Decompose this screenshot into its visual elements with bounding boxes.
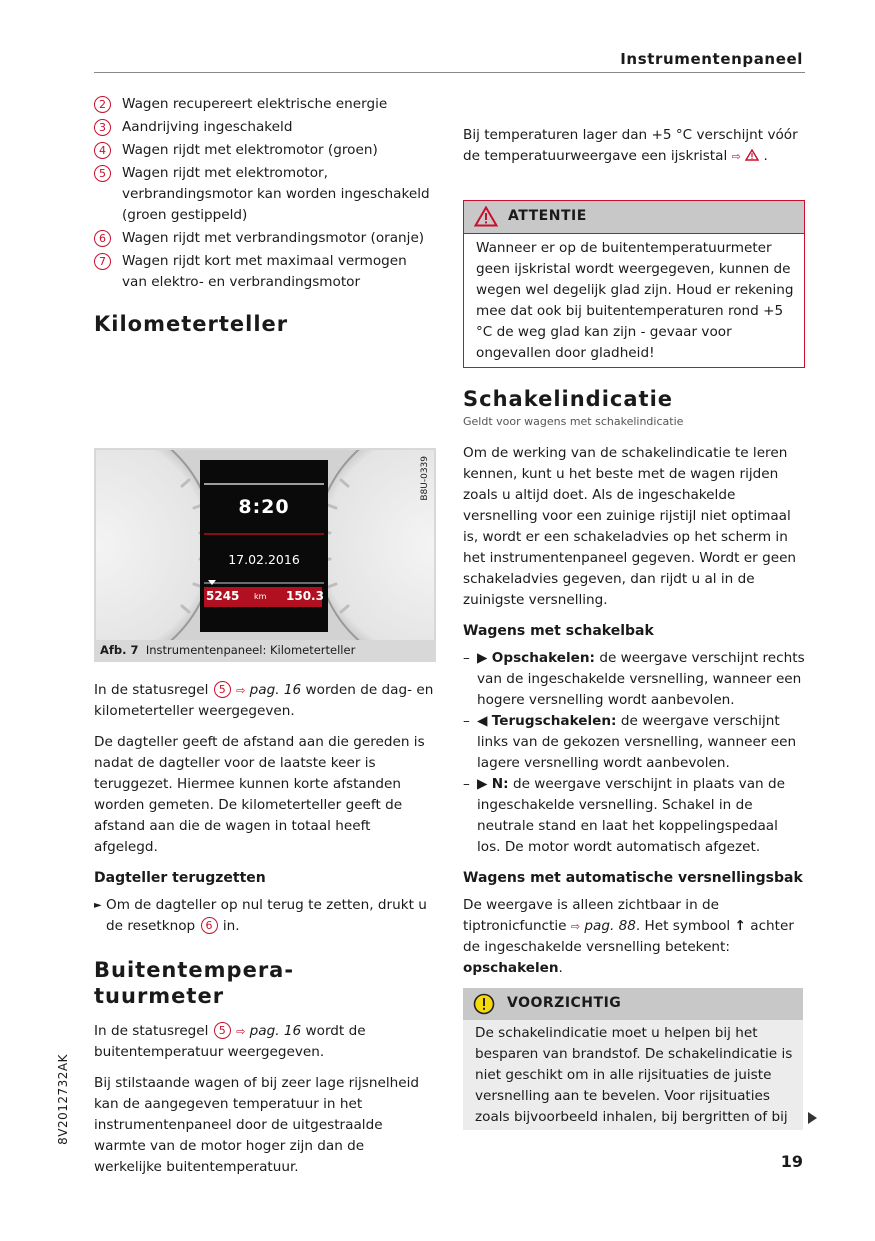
callout-number: 7 — [94, 253, 111, 270]
callout-number: 6 — [94, 230, 111, 247]
figure-odometer — [94, 448, 436, 662]
subheading-automatisch: Wagens met automatische versnellingsbak — [463, 870, 803, 886]
callout-number: 5 — [214, 681, 231, 698]
odometer-total: 5245 — [206, 589, 240, 603]
attention-text: Wanneer er op de buitentemperatuurmeter geen ijskristal wordt weergegeven, kunnen de wegen wel degelijk glad zijn. Houd er rekening mee dat ook bij buitentemperaturen rond +5 °C de weg glad kan zijn - gevaar voor ongevallen door gladheid! — [476, 240, 794, 361]
legend-item: 2 Wagen recupereert elektrische energie — [94, 94, 434, 115]
instruction-step: ► Om de dagteller op nul terug te zetten, drukt u de resetknop 6 in. — [94, 897, 427, 934]
up-arrow-icon: ↑ — [734, 918, 746, 934]
callout-number: 3 — [94, 119, 111, 136]
callout-number: 5 — [94, 165, 111, 182]
left-column — [94, 94, 434, 337]
continue-arrow-icon — [808, 1112, 817, 1124]
callout-number: 6 — [201, 917, 218, 934]
header-rule — [94, 72, 805, 73]
legend-item: 7 Wagen rijdt kort met maximaal vermogen van elektro- en verbrandingsmotor — [94, 251, 434, 293]
clock-display: 8:20 — [238, 496, 290, 518]
trip-meter: 150.3 — [286, 589, 324, 603]
caution-text: De schakelindicatie moet u helpen bij het besparen van brandstof. De schakelindicatie is niet geschikt om in alle rijsituaties de juiste versnelling aan te bevelen. Voor rijsituaties zoals bijvoorbeeld inhalen, bij bergritten of bij — [475, 1025, 793, 1125]
list-item: – ▶ N: de weergave verschijnt in plaats van de ingeschakelde versnelling. Schakel in de neutrale stand en laat het koppelingspedaal los. De motor wordt automatisch afgezet. — [463, 776, 785, 855]
page-number: 19 — [780, 1152, 803, 1171]
list-item: – ◀ Terugschakelen: de weergave verschijnt links van de gekozen versnelling, wanneer een lagere versnelling wordt aanbevolen. — [463, 713, 797, 771]
page-reference-arrow-icon: ⇨ — [570, 920, 581, 933]
figure-caption: Afb. 7 Instrumentenpaneel: Kilometerteller — [100, 643, 356, 657]
caution-header — [463, 988, 803, 1020]
upshift-arrow-icon: ▶ — [477, 650, 488, 666]
right-column-top — [463, 94, 805, 167]
downshift-arrow-icon: ◀ — [477, 713, 488, 729]
figure-code: B8U-0339 — [420, 456, 430, 501]
list-item: – ▶ Opschakelen: de weergave verschijnt rechts van de ingeschakelde versnelling, wanneer een hogere versnelling wordt aanbevolen. — [463, 650, 805, 708]
page-reference-link[interactable]: pag. 88 — [584, 918, 636, 934]
legend-item: 3 Aandrijving ingeschakeld — [94, 117, 434, 138]
attention-title: ATTENTIE — [508, 208, 587, 224]
callout-number: 2 — [94, 96, 111, 113]
callout-number: 5 — [214, 1022, 231, 1039]
paragraph: Bij temperaturen lager dan +5 °C verschijnt vóór de temperatuurweergave een ijskristal ⇨ . — [463, 127, 798, 164]
reference-arrow-icon: ⇨ — [731, 150, 741, 163]
caution-title: VOORZICHTIG — [507, 995, 622, 1011]
page-reference-link[interactable]: pag. 16 — [249, 1023, 302, 1039]
distance-unit: km — [254, 592, 267, 601]
section-heading-kilometerteller: Kilometerteller — [94, 312, 289, 336]
paragraph: In de statusregel 5 ⇨ pag. 16 worden de dag- en kilometerteller weergegeven. — [94, 682, 434, 719]
section-subtitle: Geldt voor wagens met schakelindicatie — [463, 415, 684, 428]
callout-number: 4 — [94, 142, 111, 159]
odometer-image — [96, 450, 434, 640]
paragraph: De weergave is alleen zichtbaar in de tiptronicfunctie ⇨ pag. 88. Het symbool ↑ achter de ingeschakelde versnelling betekent: opschakelen. — [463, 897, 794, 976]
caution-box — [463, 988, 803, 1130]
legend-item: 5 Wagen rijdt met elektromotor, verbrandingsmotor kan worden ingeschakeld (groen gestippeld) — [94, 163, 434, 226]
subheading-dagteller: Dagteller terugzetten — [94, 870, 266, 886]
schakel-section — [463, 386, 805, 979]
subheading-schakelbak: Wagens met schakelbak — [463, 623, 654, 639]
neutral-arrow-icon: ▶ — [477, 776, 488, 792]
paragraph: De dagteller geeft de afstand aan die gereden is nadat de dagteller voor de laatste keer is teruggezet. Hiermee kunnen korte afstanden worden gemeten. De kilometerteller geeft de afstand aan die de wagen in totaal heeft afgelegd. — [94, 734, 425, 855]
attention-box — [463, 200, 805, 368]
legend-item: 4 Wagen rijdt met elektromotor (groen) — [94, 140, 434, 161]
step-bullet-icon: ► — [94, 900, 102, 911]
instrument-cluster-illustration — [96, 450, 434, 640]
document-code: 8V2012732AK — [56, 1054, 70, 1145]
paragraph: Bij stilstaande wagen of bij zeer lage rijsnelheid kan de aangegeven temperatuur in het instrumentenpaneel door de uitgestraalde warmte van de motor hoger zijn dan de werkelijke buitentemperatuur. — [94, 1075, 420, 1175]
warning-triangle-icon — [474, 206, 498, 231]
section-heading-schakelindicatie: Schakelindicatie — [463, 387, 674, 411]
attention-header — [464, 201, 804, 234]
page-reference-link[interactable]: pag. 16 — [249, 682, 302, 698]
kilometer-text — [94, 680, 436, 1178]
warning-triangle-icon — [745, 148, 763, 164]
page-reference-arrow-icon: ⇨ — [236, 1025, 246, 1038]
section-heading-buitentemperatuurmeter: Buitentempera- tuurmeter — [94, 958, 295, 1008]
exclamation-circle-icon — [473, 993, 495, 1019]
legend-item: 6 Wagen rijdt met verbrandingsmotor (oranje) — [94, 228, 434, 249]
page-reference-arrow-icon: ⇨ — [236, 684, 246, 697]
date-display: 17.02.2016 — [228, 552, 300, 567]
paragraph: Om de werking van de schakelindicatie te leren kennen, kunt u het beste met de wagen rijden zoals u altijd doet. Als de ingeschakelde versnelling voor een zuinige rijstijl niet optimaal is, wordt er een schakeladvies op het scherm in het instrumentenpaneel gegeven. Wordt er geen schakeladvies gegeven, dan rijdt u al in de zuinigste versnelling. — [463, 445, 797, 608]
running-header: Instrumentenpaneel — [620, 50, 803, 68]
paragraph: In de statusregel 5 ⇨ pag. 16 wordt de buitentemperatuur weergegeven. — [94, 1023, 366, 1060]
